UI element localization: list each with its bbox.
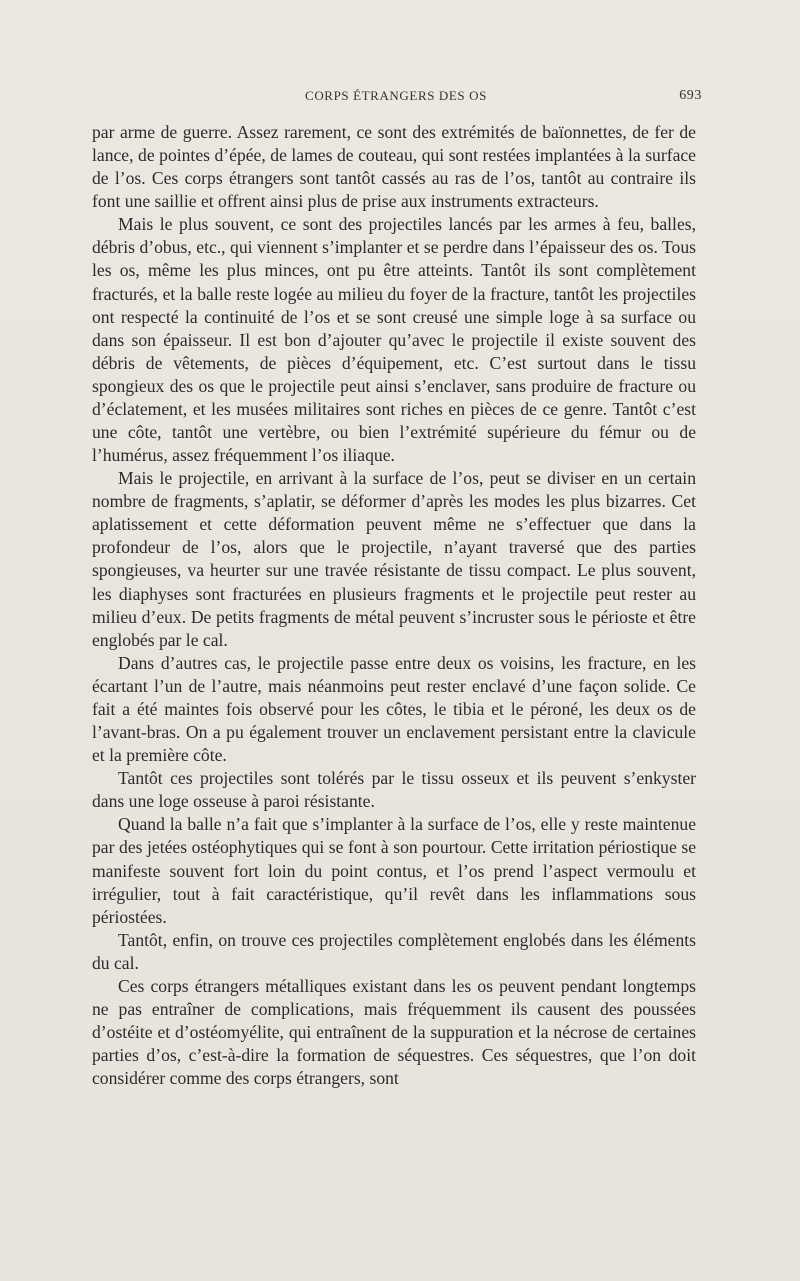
running-title: CORPS ÉTRANGERS DES OS — [305, 88, 487, 103]
body-text — [92, 121, 696, 1090]
paragraph-5: Tantôt ces projectiles sont tolérés par le tissu osseux et ils peuvent s’enkyster dans une loge osseuse à paroi résistante. — [92, 768, 696, 812]
paragraph-7: Tantôt, enfin, on trouve ces projectiles complètement englobés dans les éléments du cal. — [92, 929, 696, 973]
running-header — [90, 88, 702, 108]
paragraph-8: Ces corps étrangers métalliques existant dans les os peuvent pendant longtemps ne pas entraîner de complications, mais fréquemment ils causent des poussées d’ostéite et d’ostéomyélite, qui entraînent de la suppuration et la nécrose de certaines parties d’os, c’est-à-dire la formation de séquestres. Ces séquestres, que l’on doit considérer comme des corps étrangers, sont — [92, 975, 696, 1089]
paragraph-1: par arme de guerre. Assez rarement, ce sont des extrémités de baïonnettes, de fer de lance, de pointes d’épée, de lames de couteau, qui sont restées implantées à la surface de l’os. Ces corps étrangers sont tantôt cassés au ras de l’os, tantôt au contraire ils font une saillie et offrent ainsi plus de prise aux instruments extracteurs. — [92, 122, 696, 212]
paragraph-6: Quand la balle n’a fait que s’implanter à la surface de l’os, elle y reste maintenue par des jetées ostéophytiques qui se font à son pourtour. Cette irritation périostique se manifeste souvent fort loin du point contus, et l’os prend l’aspect vermoulu et irrégulier, tout à fait caractéristique, qu’il revêt dans les inflammations sous périostées. — [92, 814, 696, 927]
paragraph-3: Mais le projectile, en arrivant à la surface de l’os, peut se diviser en un certain nombre de fragments, s’aplatir, se déformer d’après les modes les plus bizarres. Cet aplatissement et cette déformation peuvent même ne s’effectuer que dans la profondeur de l’os, alors que le projectile, n’ayant traversé que des parties spongieuses, va heurter sur une travée résistante de tissu compact. Le plus souvent, les diaphyses sont fracturées en plusieurs fragments et le projectile peut rester au milieu d’eux. De petits fragments de métal peuvent s’incruster sous le périoste et être englobés par le cal. — [92, 468, 696, 650]
paragraph-2: Mais le plus souvent, ce sont des projectiles lancés par les armes à feu, balles, débris d’obus, etc., qui viennent s’implanter et se perdre dans l’épaisseur des os. Tous les os, même les plus minces, ont pu être atteints. Tantôt ils sont complètement fracturés, et la balle reste logée au milieu du foyer de la fracture, tantôt les projectiles ont respecté la continuité de l’os et se sont creusé une simple loge à sa surface ou dans son épaisseur. Il est bon d’ajouter qu’avec le projectile il existe souvent des débris de vêtements, de pièces d’équipement, etc. C’est surtout dans le tissu spongieux des os que le projectile peut ainsi s’enclaver, sans produire de fracture ou d’éclatement, et les musées militaires sont riches en pièces de ce genre. Tantôt c’est une côte, tantôt une vertèbre, ou bien l’extrémité supérieure du fémur ou de l’humérus, assez fréquemment l’os iliaque. — [92, 214, 696, 466]
page-number: 693 — [679, 88, 702, 103]
paragraph-4: Dans d’autres cas, le projectile passe entre deux os voisins, les fracture, en les écartant l’un de l’autre, mais néanmoins peut rester enclavé d’une façon solide. Ce fait a été maintes fois observé pour les côtes, le tibia et le péroné, les deux os de l’avant-bras. On a pu également trouver un enclavement persistant entre la clavicule et la première côte. — [92, 652, 696, 766]
